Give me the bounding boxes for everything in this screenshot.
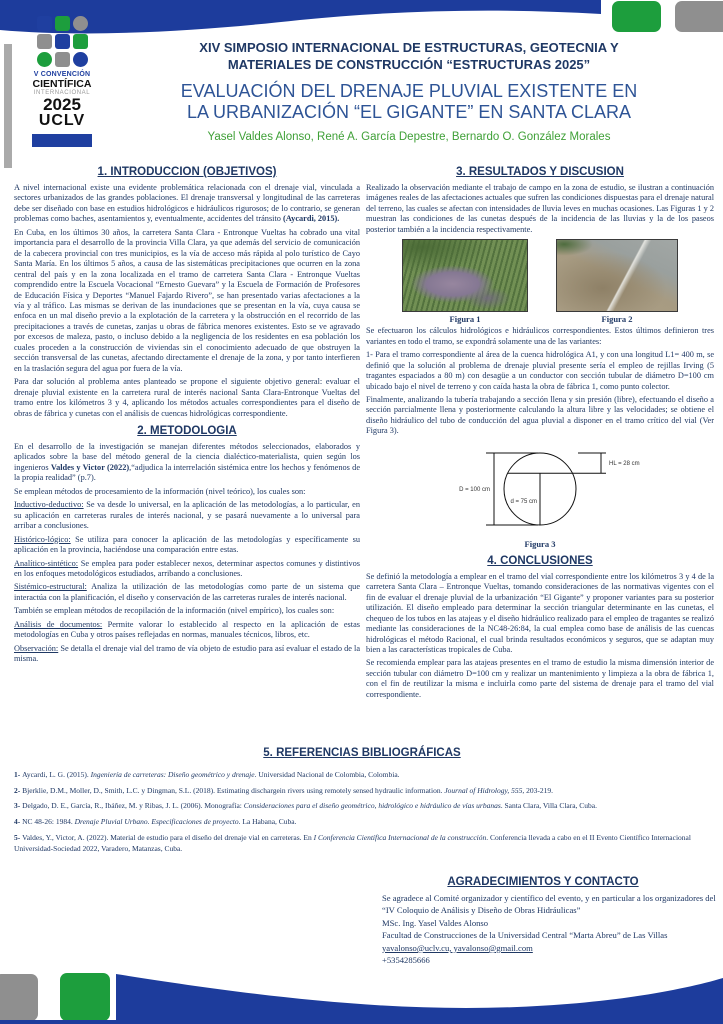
contact-section (370, 876, 716, 967)
convention-logo (16, 16, 108, 147)
reference-5: 5- Valdes, Y., Victor, A. (2022). Material de estudio para el diseño del drenaje vial en carreteras. En I Conferencia Científica Internacional de la construcción. Conferencia llevada a cabo en el II Evento Científico Internacional Universidad-Sociedad 2022, Varadero, Matanzas, Cuba. (14, 832, 691, 854)
figura-3-caption: Figura 3 (524, 538, 556, 549)
intro-paragraph-3: Para dar solución al problema antes planteado se propone el siguiente objetivo general: evaluar el drenaje pluvial existente en la carretera rural de interés nacional Santa Clara-Entronque Vueltas del tramo entre los kilómetros 3 y 4, aplicando los métodos actuales correspondientes para el diseño de obras de fábrica y cunetas con el análisis de cuencas hidrológicas correspondiente. (14, 377, 360, 418)
bottom-green-square (60, 973, 110, 1021)
met-item-sistemico: Sistémico-estructural: Analiza la utilización de las metodologías como parte de un sistema que interactúa con la planificación, el diseño y conservación de las carreteras rurales de interés nacional. (14, 582, 360, 602)
section-heading-conclusiones: 4. CONCLUSIONES (487, 554, 593, 567)
logo-text-cientifica: CIENTÍFICA (32, 78, 92, 90)
contact-email-link[interactable]: yavalonso@uclv.cu, yavalonso@gmail.com (382, 942, 533, 953)
met-item-analisis-documentos: Análisis de documentos: Permite valorar lo establecido al respecto en la aplicación de estas metodologías en Cuba y otros países reflejadas en normas, manuales técnicos, libros, etc. (14, 619, 360, 640)
res-paragraph-3: 1- Para el tramo correspondiente al área de la cuenca hidrológica A1, y con una longitud L1= 400 m, se definió que la solución al problema de drenaje pluvial presente sería el empleo de rejillas Irving (5 tragantes espaciados a 80 m) con desagüe a un conductor con sección tubular de diámetro D=100 cm ubicado bajo el nivel de terreno y con caída hasta la obra de fábrica 1, como punto colector. (366, 350, 714, 391)
section-heading-agradecimientos: AGRADECIMIENTOS Y CONTACTO (447, 876, 639, 888)
logo-blue-bar (32, 134, 92, 147)
met-paragraph-3: También se emplean métodos de recopilación de la información (nivel empírico), los cuales son: (14, 606, 335, 616)
contact-author: MSc. Ing. Yasel Valdes Alonso (382, 917, 489, 928)
bottom-wave-band (116, 970, 723, 1024)
pipe-section-diagram (420, 441, 660, 537)
section-heading-resultados: 3. RESULTADOS Y DISCUSION (456, 166, 624, 178)
met-item-inductivo: Inductivo-deductivo: Se va desde lo universal, en la aplicación de las metodologías, a lo particular, en su aplicación en carreteras rurales de interés nacional, y se pasará nuevamente a lo universal para arribar a conclusiones. (14, 500, 360, 531)
logo-text-uclv: UCLV (38, 112, 86, 129)
figura-3 (366, 441, 714, 549)
contact-phone: +5354285666 (382, 955, 430, 966)
section-heading-introduccion: 1. INTRODUCCION (OBJETIVOS) (97, 166, 277, 178)
res-paragraph-4: Finalmente, analizando la tubería trabajando a sección llena y sin presión (libre), efectuando el diseño a sección parcialmente llena y posteriormente calculando la altura libre y las velocidades; se obtiene el diseño hidráulico del tubo de conducción del agua pluvial a disponer en el tramo crítico del vial (Ver Figura 3). (366, 394, 714, 436)
logo-text-year: 2025 (43, 95, 81, 114)
res-paragraph-2: Se efectuaron los cálculos hidrológicos e hidráulicos correspondientes. Estos últimos definieron tres variantes en todo el tramo, se expondrá solamente una de las variantes: (366, 326, 714, 346)
reference-2: 2- Bjerklie, D.M., Moller, D., Smith, L.C. y Dingman, S.L. (2018). Estimating dischargein rivers using remotely sensed hydraulic information. Journal of Hidrology, 555, 203-219. (14, 785, 554, 795)
figura-2 (556, 239, 678, 324)
figura-2-photo (556, 239, 678, 312)
right-column (366, 166, 714, 746)
met-item-historico: Histórico-lógico: Se utiliza para conocer la aplicación de las metodologías y específicamente su aplicación en la provincia, haciéndose una comparación entre estas. (14, 534, 360, 555)
left-edge-strip (4, 44, 12, 168)
header (105, 40, 713, 143)
reference-4: 4- NC 48-26: 1984. Drenaje Pluvial Urbano. Especificaciones de proyecto. La Habana, Cuba. (14, 816, 297, 826)
diagram-label-HL: HL = 28 cm (609, 460, 640, 467)
met-paragraph-1: En el desarrollo de la investigación se manejan diferentes métodos seleccionados, elaborados y aplicados sobre la base del método general de la ciencia dialéctico-materialista, quien según los ingenieros Valdes y Victor (2022),“adjudica la interrelación sistémica entre los hechos y fenómenos de la propia realidad” (p.7). (14, 441, 360, 483)
diagram-label-D: D = 100 cm (459, 486, 490, 493)
authors-line: Yasel Valdes Alonso, René A. García Depestre, Bernardo O. González Morales (207, 130, 611, 143)
contact-faculty: Facultad de Construcciones de la Universidad Central “Marta Abreu” de Las Villas (382, 930, 668, 941)
section-heading-referencias: 5. REFERENCIAS BIBLIOGRÁFICAS (263, 747, 461, 759)
logo-mosaic-icon (16, 16, 108, 67)
top-gray-square (675, 1, 723, 32)
res-paragraph-1: Realizado la observación mediante el trabajo de campo en la zona de estudio, se ilustran a continuación imágenes reales de las afectaciones actuales que sufren las condiciones dispuestas para el drenaje natural del terreno, las cuales se afectan con intensidades de lluvia leves en muchas ocasiones. Las Figuras 1 y 2 muestran las condiciones de las cunetas después de la incidencia de las lluvias y la de los paseos posterior también a la incidencia respectivamente. (366, 183, 714, 234)
conc-paragraph-2: Se recomienda emplear para las atajeas presentes en el tramo de estudio la misma dimensión interior de sección tubular con diámetro D=100 cm y realizar un mantenimiento y limpieza a la obra de fábrica 1, con el fin de reutilizar la misma e incluirla como parte del sistema de drenaje para el tramo del vial correspondiente. (366, 658, 714, 699)
bottom-gray-square (0, 974, 38, 1021)
figura-1-photo (402, 239, 528, 312)
top-green-square (612, 1, 661, 32)
intro-paragraph-1: A nivel internacional existe una evidente problemática relacionada con el drenaje vial, vinculada a sectores urbanizados de las grandes poblaciones. El drenaje transversal y longitudinal de las carreteras debe ser diseñado con base en estudios hidrológicos e hidráulicos rigurosos; de lo contrario, se generan problemas como baches, asentamientos y, eventualmente, accidentes del tránsito (Aycardi, 2015). (14, 183, 360, 224)
met-paragraph-2: Se emplean métodos de procesamiento de la información (nivel teórico), los cuales son: (14, 486, 306, 496)
figura-1 (402, 239, 528, 324)
section-heading-metodologia: 2. METODOLOGIA (137, 424, 237, 437)
figura-2-caption: Figura 2 (601, 314, 633, 325)
diagram-label-d: d = 75 cm (510, 498, 537, 505)
logo-text-internacional: INTERNACIONAL (33, 90, 91, 96)
left-column (14, 166, 360, 746)
reference-3: 3- Delgado, D. E., García, R., Ibáñez, M. y Ribas, J. L. (2006). Monografía: Consideraciones para el diseño geométrico, hidrológico e hidráulico de vías urbanas. Santa Clara, Villa Clara, Cuba. (14, 801, 598, 811)
references-section (14, 747, 710, 859)
met-item-observacion: Observación: Se detalla el drenaje vial del tramo de vía objeto de estudio para así evaluar el estado de la misma. (14, 643, 360, 664)
poster-title: EVALUACIÓN DEL DRENAJE PLUVIAL EXISTENTE EN LA URBANIZACIÓN “EL GIGANTE” EN SANTA CLARA (180, 80, 638, 123)
met-item-analitico: Analítico-sintético: Se emplea para poder establecer nexos, determinar aspectos comunes y distintivos en los enfoques metodológicos estudiados, arribando a conclusiones. (14, 558, 360, 578)
symposium-title: XIV SIMPOSIO INTERNACIONAL DE ESTRUCTURAS, GEOTECNIA Y MATERIALES DE CONSTRUCCIÓN “ESTRUCTURAS 2025” (199, 40, 619, 72)
contact-acknowledgement: Se agradece al Comité organizador y científico del evento, y en particular a los organizadores del “IV Coloquio de Análisis y Diseño de Obras Hidráulicas” (382, 893, 716, 916)
logo-text-convencion: V CONVENCIÓN (33, 71, 91, 78)
conc-paragraph-1: Se definió la metodología a emplear en el tramo del vial correspondiente entre los kilómetros 3 y 4 de la carretera Santa Clara – Entronque Vueltas, tomando consideraciones de las normativas vigentes con el fin de evaluar el drenaje pluvial de la urbanización “El Gigante” y proponer variantes para su posterior utilización. El diseño empleado para determinar la sección triangular determinante en las cunetas, el chequeo de los tubos en las atajeas y el diseño hidráulico realizado para el empleo de tragantes se realizó mediante las consideraciones de la NC48-26:84, la cual emplea como base de análisis de las cuencas hidrológicas el método Racional, el cual brinda resultados económicos y seguros, que se adaptan muy bien a las características tropicales de Cuba. (366, 571, 714, 654)
bottom-edge-line (0, 1020, 723, 1024)
figura-1-caption: Figura 1 (449, 314, 481, 325)
intro-paragraph-2: En Cuba, en los últimos 30 años, la carretera Santa Clara - Entronque Vueltas ha cobrado una vital importancia para el desarrollo de la provincia Villa Clara, ya que además del servicio de comunicación de la cabecera provincial con tres municipios, es la vía de acceso más rápida al polo turístico de Cayo Santa María. En los últimos 5 años, a causa de las sistemáticas precipitaciones que ocurren en la zona central del país y en la zona localizada en el tramo de carretera Santa Clara - Entronque Vueltas comprendido entre la Escuela Vocacional “Ernesto Guevara” y la Escuela de Formación de Profesores de Educación Física y Deportes “Manuel Fajardo Rivero”, se han presentado varias afectaciones a la vía y al tráfico. Las mismas se derivan de las inundaciones que se presentan en la vía, cuya causa se enfoca en un mal diseño previo a la explotación de la carretera y la obstrucción en el recorrido de las precipitaciones a través de cunetas, zanjas u obras de fábrica menores existentes. Esto se ve agravado por excesos de maleza, pasto, o incluso debido a la negligencia de los residentes en esa población los cuales proceden a la construcción de viviendas sin el conocimiento adecuado de que obstruyen la sección transversal de las cunetas, afectando directamente el drenaje de la zona, y por tanto interfieren en la traslación segura del agua por fuera de la vía. (14, 227, 360, 373)
field-photos-row (366, 239, 714, 324)
reference-1: 1- Aycardi, L. G. (2015). Ingeniería de carreteras: Diseño geométrico y drenaje. Universidad Nacional de Colombia, Colombia. (14, 770, 400, 779)
